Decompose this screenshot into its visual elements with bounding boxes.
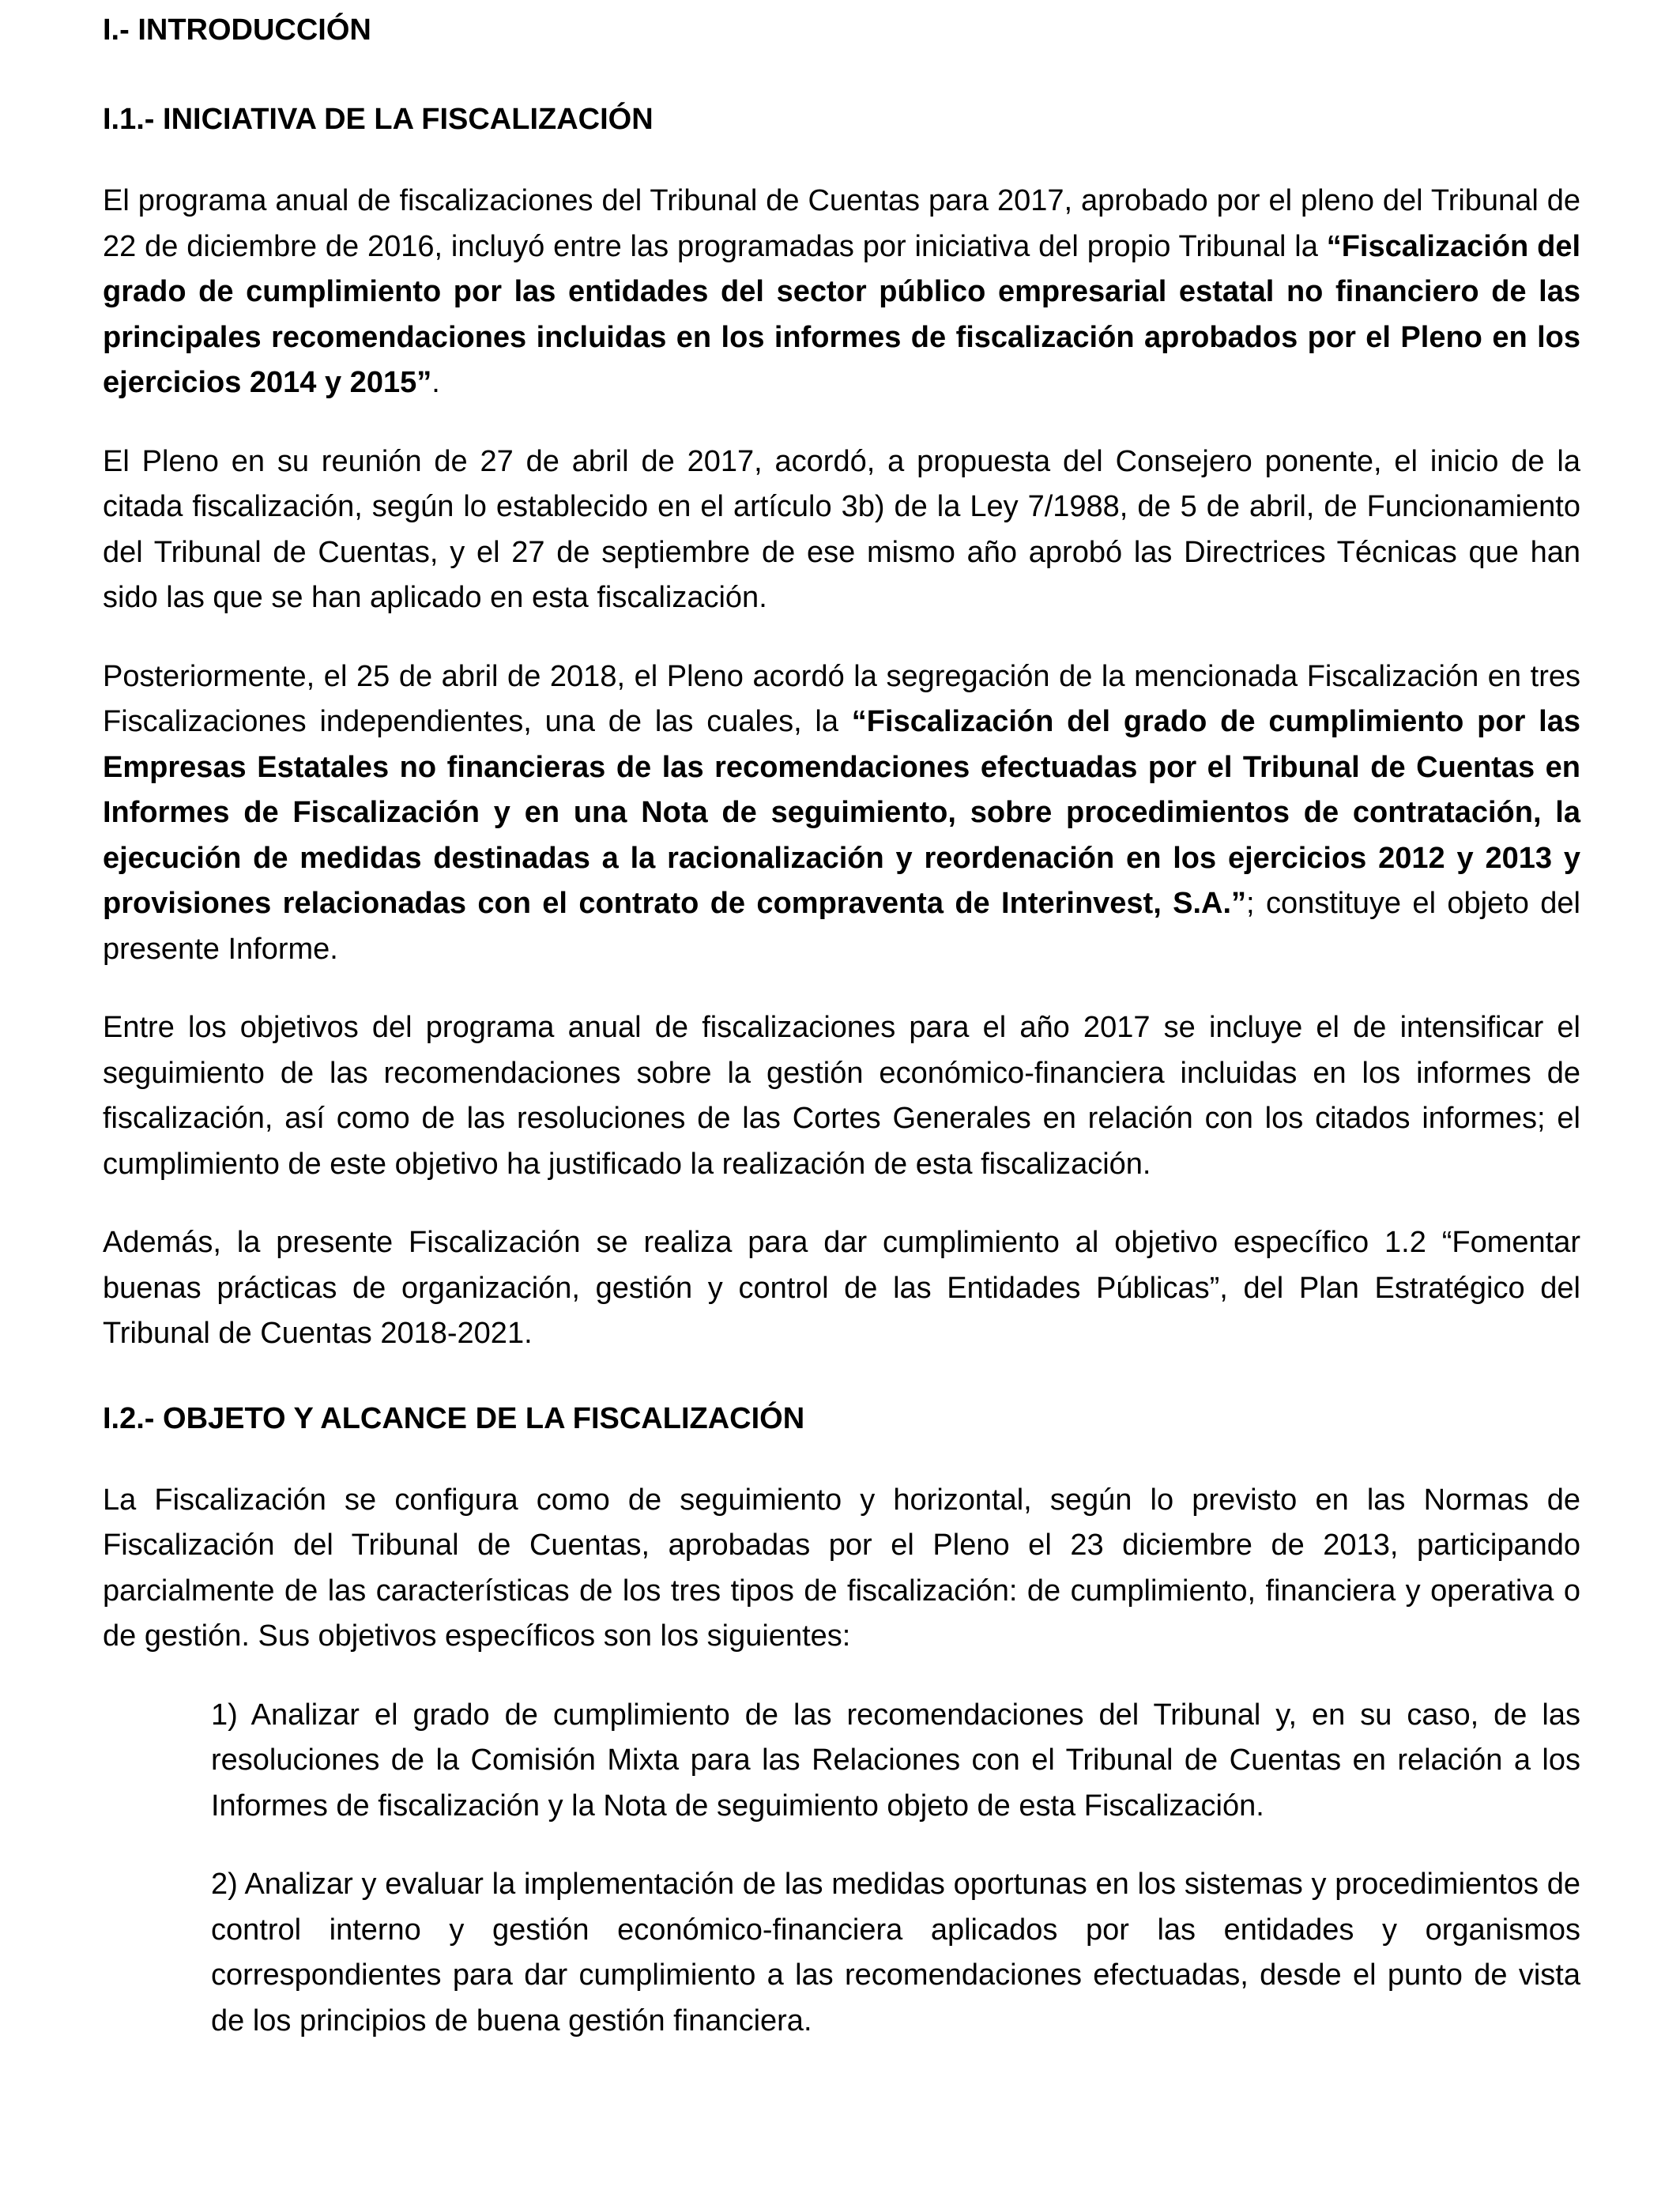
section-1-paragraph-1	[103, 179, 1580, 406]
objective-item-1: 1) Analizar el grado de cumplimiento de las recomendaciones del Tribunal y, en su caso, de las resoluciones de la Comisión Mixta para las Relaciones con el Tribunal de Cuentas en relación a los Informes de fiscalización y la Nota de seguimiento objeto de esta Fiscalización.	[211, 1698, 1580, 1823]
section-1-heading: I.1.- INICIATIVA DE LA FISCALIZACIÓN	[103, 103, 654, 136]
paragraph-text: Posteriormente, el 25 de abril de 2018, el Pleno acordó la segregación de la mencionada Fiscalización en tres Fiscalizaciones independientes, una de las cuales, la	[103, 659, 1580, 738]
section-2-heading: I.2.- OBJETO Y ALCANCE DE LA FISCALIZACIÓN	[103, 1401, 805, 1435]
section-2-paragraph-1: La Fiscalización se configura como de seguimiento y horizontal, según lo previsto en las Normas de Fiscalización del Tribunal de Cuentas, aprobadas por el Pleno el 23 diciembre de 2013, participando parcialmente de las características de los tres tipos de fiscalización: de cumplimiento, financiera y operativa o de gestión. Sus objetivos específicos son los siguientes:	[103, 1483, 1580, 1653]
main-heading: I.- INTRODUCCIÓN	[103, 13, 371, 47]
paragraph-text: ; constituye el objeto del presente Informe.	[103, 887, 1580, 966]
bold-title: “Fiscalización del grado de cumplimiento por las entidades del sector público empresarial estatal no financiero de las principales recomendaciones incluidas en los informes de fiscalización aprobados por el Pleno en los ejercicios 2014 y 2015”	[103, 229, 1581, 399]
section-1-paragraph-5: Además, la presente Fiscalización se realiza para dar cumplimiento al objetivo específico 1.2 “Fomentar buenas prácticas de organización, gestión y control de las Entidades Públicas”, del Plan Estratégico del Tribunal de Cuentas 2018-2021.	[103, 1226, 1580, 1350]
section-1-paragraph-2: El Pleno en su reunión de 27 de abril de 2017, acordó, a propuesta del Consejero ponente, el inicio de la citada fiscalización, según lo establecido en el artículo 3b) de la Ley 7/1988, de 5 de abril, de Funcionamiento del Tribunal de Cuentas, y el 27 de septiembre de ese mismo año aprobó las Directrices Técnicas que han sido las que se han aplicado en esta fiscalización.	[103, 444, 1580, 614]
paragraph-text: El programa anual de fiscalizaciones del Tribunal de Cuentas para 2017, aprobado por el pleno del Tribunal de 22 de diciembre de 2016, incluyó entre las programadas por iniciativa del propio Tribunal la	[103, 184, 1580, 263]
section-1-paragraph-3	[103, 654, 1580, 973]
paragraph-text: .	[431, 366, 440, 399]
objective-item-2: 2) Analizar y evaluar la implementación de las medidas oportunas en los sistemas y procedimientos de control interno y gestión económico-financiera aplicados por las entidades y organismos correspondientes para dar cumplimiento a las recomendaciones efectuadas, desde el punto de vista de los principios de buena gestión financiera.	[211, 1868, 1580, 2038]
bold-title: “Fiscalización del grado de cumplimiento por las Empresas Estatales no financieras de las recomendaciones efectuadas por el Tribunal de Cuentas en Informes de Fiscalización y en una Nota de seguimiento, sobre procedimientos de contratación, la ejecución de medidas destinadas a la racionalización y reordenación en los ejercicios 2012 y 2013 y provisiones relacionadas con el contrato de compraventa de Interinvest, S.A.”	[103, 705, 1580, 920]
page-content	[103, 8, 1580, 2044]
section-1-paragraph-4: Entre los objetivos del programa anual de fiscalizaciones para el año 2017 se incluye el de intensificar el seguimiento de las recomendaciones sobre la gestión económico-financiera incluidas en los informes de fiscalización, así como de las resoluciones de las Cortes Generales en relación con los citados informes; el cumplimiento de este objetivo ha justificado la realización de esta fiscalización.	[103, 1011, 1580, 1181]
